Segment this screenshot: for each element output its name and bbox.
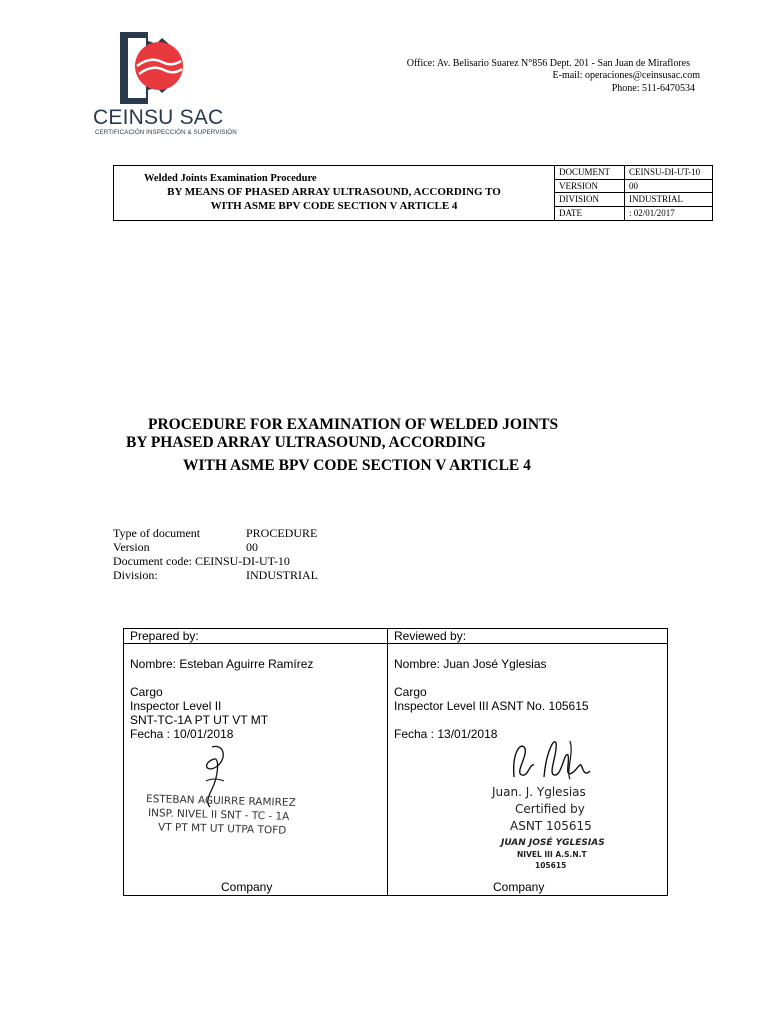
reviewed-cargo-label: Cargo <box>394 685 427 699</box>
main-title-line-1: PROCEDURE FOR EXAMINATION OF WELDED JOINTS <box>148 416 559 433</box>
reviewed-stamp-line-1: Juan. J. Yglesias <box>492 785 586 799</box>
header-key: DIVISION <box>555 193 625 206</box>
header-key: VERSION <box>555 180 625 193</box>
header-row-date <box>555 207 712 221</box>
office-phone: Phone: 511-6470534 <box>611 83 695 94</box>
reviewed-date: Fecha : 13/01/2018 <box>394 727 498 741</box>
signature-table <box>123 628 668 896</box>
main-title-line-2: BY PHASED ARRAY ULTRASOUND, ACCORDING <box>126 434 486 451</box>
reviewed-stamp-line-5: NIVEL III A.S.N.T <box>517 850 587 859</box>
prepared-name: Nombre: Esteban Aguirre Ramírez <box>130 657 314 671</box>
main-title-line-3: WITH ASME BPV CODE SECTION V ARTICLE 4 <box>183 457 531 474</box>
header-title-cell <box>114 166 555 220</box>
office-address: Office: Av. Belisario Suarez N°856 Dept. 201 - San Juan de Miraflores <box>406 58 690 69</box>
info-type-value: PROCEDURE <box>246 526 318 540</box>
header-row-document <box>555 166 712 180</box>
office-email: E-mail: operaciones@ceinsusac.com <box>552 70 700 81</box>
header-value: INDUSTRIAL <box>629 194 683 204</box>
prepared-stamp-line-3: VT PT MT UT UTPA TOFD <box>157 821 287 837</box>
reviewed-name: Nombre: Juan José Yglesias <box>394 657 547 671</box>
reviewed-stamp-line-6: 105615 <box>535 861 567 870</box>
prepared-stamp-line-2: INSP. NIVEL II SNT - TC - 1A <box>147 807 290 823</box>
header-value: 00 <box>629 180 638 191</box>
prepared-certs: SNT-TC-1A PT UT VT MT <box>130 713 269 727</box>
prepared-company: Company <box>221 880 273 894</box>
info-document-code: Document code: CEINSU-DI-UT-10 <box>113 554 290 568</box>
info-type-label: Type of document <box>113 526 201 540</box>
prepared-date: Fecha : 10/01/2018 <box>130 727 234 741</box>
reviewed-company: Company <box>493 880 545 894</box>
prepared-header: Prepared by: <box>130 629 199 643</box>
header-key: DOCUMENT <box>555 166 625 179</box>
signature-divider <box>387 629 388 895</box>
reviewed-stamp-line-4: JUAN JOSÉ YGLESIAS <box>501 838 605 848</box>
info-division-label: Division: <box>113 568 158 582</box>
signature-header-rule <box>124 643 667 644</box>
header-value: CEINSU-DI-UT-10 <box>629 167 701 177</box>
header-row-version <box>555 180 712 194</box>
reviewed-stamp-line-2: Certified by <box>515 802 585 816</box>
info-version-value: 00 <box>246 540 258 554</box>
info-division-value: INDUSTRIAL <box>246 568 318 582</box>
reviewed-stamp-line-3: ASNT 105615 <box>510 819 592 833</box>
header-key: DATE <box>555 207 625 221</box>
header-title-line-2: BY MEANS OF PHASED ARRAY ULTRASOUND, ACCORDING TO <box>167 186 501 198</box>
prepared-role: Inspector Level II <box>130 699 222 713</box>
info-version-label: Version <box>113 540 150 554</box>
logo-company-name: CEINSU SAC <box>93 106 224 129</box>
header-meta-cells <box>555 166 712 220</box>
header-title-line-1: Welded Joints Examination Procedure <box>144 173 317 184</box>
logo-tagline: CERTIFICACIÓN INSPECCIÓN & SUPERVISIÓN <box>95 129 237 136</box>
header-title-line-3: WITH ASME BPV CODE SECTION V ARTICLE 4 <box>210 200 458 212</box>
prepared-cargo-label: Cargo <box>130 685 163 699</box>
header-value: : 02/01/2017 <box>629 207 675 218</box>
reviewed-role: Inspector Level III ASNT No. 105615 <box>394 699 589 713</box>
prepared-stamp-line-1: ESTEBAN AGUIRRE RAMIREZ <box>145 793 296 809</box>
header-row-division <box>555 193 712 207</box>
document-header-table <box>113 165 713 221</box>
reviewed-header: Reviewed by: <box>394 629 467 643</box>
reviewed-signature-image <box>504 733 614 793</box>
